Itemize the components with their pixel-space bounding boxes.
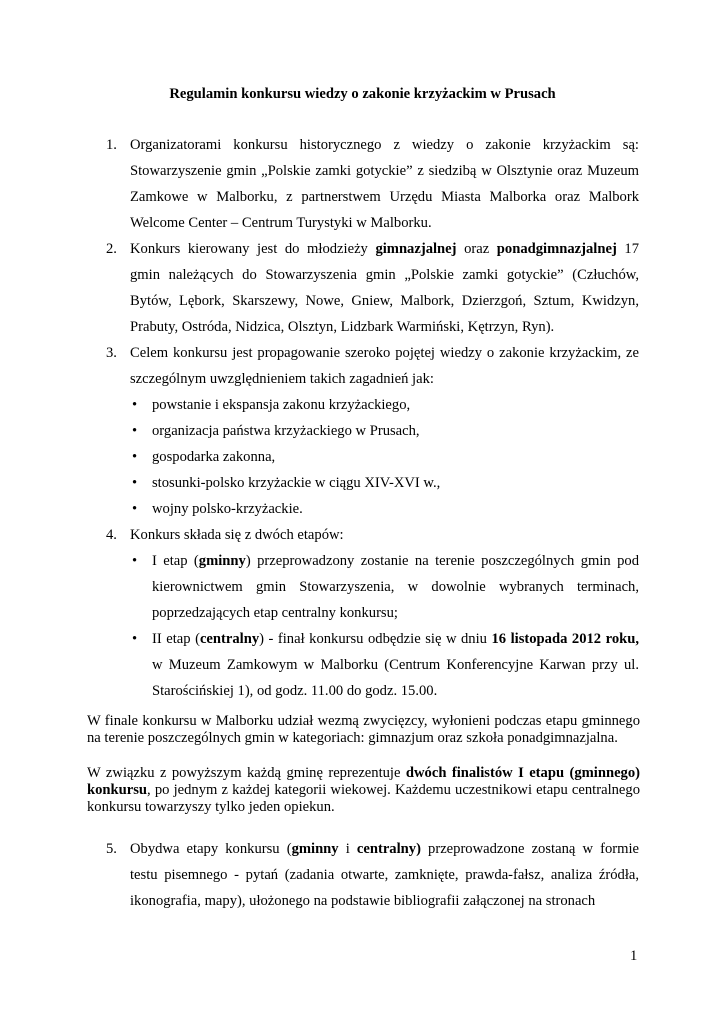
bullet-icon: • (132, 397, 138, 413)
list-items-1-4 (106, 132, 639, 704)
item-number: 2. (106, 241, 117, 257)
bullet-icon: • (132, 475, 138, 491)
paragraph-finale: W finale konkursu w Malborku udział wezmą zwycięzcy, wyłonieni podczas etapu gminnego na terenie poszczególnych gmin w kategoriach: gimnazjum oraz szkoła ponadgimnazjalna. (87, 713, 640, 746)
para-text: , po jednym z każdej kategorii wiekowej. Każdemu uczestnikowi etapu centralnego konkursu towarzyszy tylko jeden opiekun. (87, 782, 640, 815)
bullet-icon: • (132, 631, 138, 647)
list-item-3 (106, 340, 639, 522)
bullet-icon: • (132, 423, 138, 439)
para-bold: dwóch finalistów I etapu (gminnego) konkursu (87, 765, 641, 798)
bullet-icon: • (132, 553, 138, 569)
bullet-item (130, 444, 639, 470)
item-bold: centralny) (356, 841, 421, 857)
bullet-item (130, 392, 639, 418)
bullet-text: ) - finał konkursu odbędzie się w dniu (259, 631, 492, 647)
list-item-5-wrapper (106, 836, 639, 914)
item-text: oraz (456, 241, 497, 257)
item-text: i (338, 841, 357, 857)
item-bold: gminny (291, 841, 339, 857)
bullet-item (130, 418, 639, 444)
bullet-item (130, 496, 639, 522)
item-number: 1. (106, 137, 117, 153)
document-title: Regulamin konkursu wiedzy o zakonie krzyżackim w Prusach (169, 86, 556, 102)
item-bold: ponadgimnazjalnej (496, 241, 617, 257)
bullet-bold: centralny (199, 631, 260, 647)
para-text: W związku z powyższym każdą gminę reprezentuje (87, 765, 406, 781)
item-bold: gimnazjalnej (375, 241, 457, 257)
item-number: 5. (106, 841, 117, 857)
item-text: 17 gmin należących do Stowarzyszenia gmin „Polskie zamki gotyckie” (Człuchów, Bytów, Lębork, Skarszewy, Nowe, Gniew, Malbork, Dzierzgoń, Sztum, Kwidzyn, Prabuty, Ostróda, Nidzica, Olsztyn, Lidzbark Warmiński, Kętrzyn, Ryn). (130, 241, 639, 335)
list-item-2 (106, 236, 639, 340)
bullet-text: wojny polsko-krzyżackie. (152, 501, 303, 517)
bullet-text: ) przeprowadzony zostanie na terenie poszczególnych gmin pod kierownictwem gmin Stowarzyszenia, w dowolnie wybranych terminach, poprzedzających etap centralny konkursu; (152, 553, 639, 621)
bullet-item (130, 548, 639, 626)
item-text: Celem konkursu jest propagowanie szeroko pojętej wiedzy o zakonie krzyżackim, ze szczególnym uwzględnieniem takich zagadnień jak: (130, 345, 639, 387)
bullet-icon: • (132, 449, 138, 465)
item-number: 3. (106, 345, 117, 361)
bullet-icon: • (132, 501, 138, 517)
bullet-bold: gminny (198, 553, 246, 569)
item-number: 4. (106, 527, 117, 543)
list-item-1 (106, 132, 639, 236)
list-item-4 (106, 522, 639, 704)
bullet-text: w Muzeum Zamkowym w Malborku (Centrum Konferencyjne Karwan przy ul. Starościńskiej 1), od godz. 11.00 do godz. 15.00. (152, 657, 639, 699)
item-text: przeprowadzone zostaną w formie testu pisemnego - pytań (zadania otwarte, zamknięte, prawda-fałsz, analiza źródła, ikonografia, mapy), ułożonego na podstawie bibliografii załączonej na stronach (130, 841, 639, 909)
list-item-5 (106, 836, 639, 914)
bullet-item (130, 470, 639, 496)
paragraph-representation (87, 765, 640, 816)
bullet-text: stosunki-polsko krzyżackie w ciągu XIV-XVI w., (152, 475, 441, 491)
bullet-text: gospodarka zakonna, (152, 449, 276, 465)
bullet-text: organizacja państwa krzyżackiego w Prusach, (152, 423, 420, 439)
item-text: Organizatorami konkursu historycznego z wiedzy o zakonie krzyżackim są: Stowarzyszenie gmin „Polskie zamki gotyckie” z siedzibą w Olsztynie oraz Muzeum Zamkowe w Malborku, z partnerstwem Urzędu Miasta Malborka oraz Malbork Welcome Center – Centrum Turystyki w Malborku. (130, 137, 639, 231)
item-text: Konkurs składa się z dwóch etapów: (130, 527, 344, 543)
bullet-text: I etap ( (152, 553, 199, 569)
bullet-text: powstanie i ekspansja zakonu krzyżackiego, (152, 397, 411, 413)
bullet-bold: 16 listopada 2012 roku, (491, 631, 640, 647)
item-text: Obydwa etapy konkursu ( (130, 841, 292, 857)
item-text: Konkurs kierowany jest do młodzieży (130, 241, 376, 257)
page-number: 1 (630, 948, 638, 964)
bullet-text: II etap ( (152, 631, 200, 647)
bullet-item (130, 626, 639, 704)
